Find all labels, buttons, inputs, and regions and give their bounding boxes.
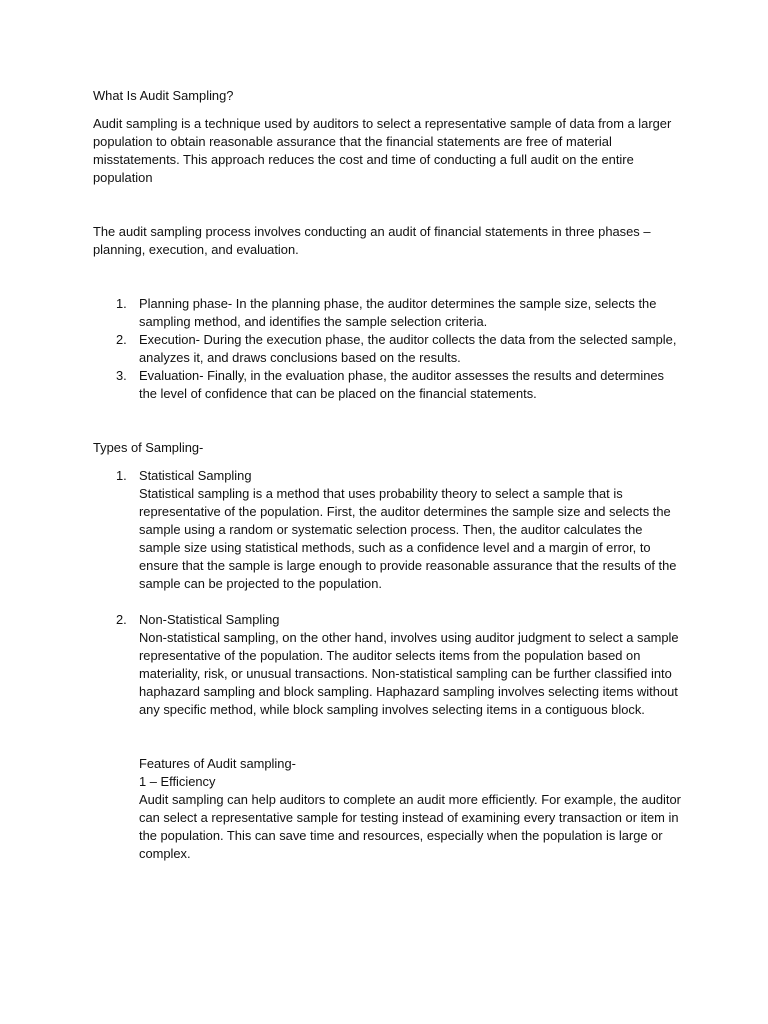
list-item	[93, 331, 683, 367]
types-heading: Types of Sampling-	[93, 440, 204, 455]
phases-list	[93, 295, 683, 403]
list-number: 2.	[116, 332, 127, 347]
features-subheading: 1 – Efficiency	[139, 774, 216, 789]
features-section	[93, 755, 683, 863]
phase-text: Evaluation- Finally, in the evaluation phase, the auditor assesses the results and determines the level of confidence that can be placed on the financial statements.	[139, 368, 664, 401]
types-list	[93, 467, 683, 719]
document-title: What Is Audit Sampling?	[93, 88, 234, 103]
type-title: Statistical Sampling	[139, 468, 252, 483]
features-heading: Features of Audit sampling-	[139, 756, 296, 771]
list-number: 1.	[116, 296, 127, 311]
list-number: 3.	[116, 368, 127, 383]
list-number: 2.	[116, 612, 127, 627]
list-item	[93, 367, 683, 403]
list-item	[93, 611, 683, 719]
phase-text: Execution- During the execution phase, the auditor collects the data from the selected sample, analyzes it, and draws conclusions based on the results.	[139, 332, 677, 365]
features-text: Audit sampling can help auditors to complete an audit more efficiently. For example, the auditor can select a representative sample for testing instead of examining every transaction or item in the population. This can save time and resources, especially when the population is large or complex.	[139, 792, 681, 861]
type-title: Non-Statistical Sampling	[139, 612, 280, 627]
phase-text: Planning phase- In the planning phase, the auditor determines the sample size, selects the sampling method, and identifies the sample selection criteria.	[139, 296, 657, 329]
intro-paragraph: Audit sampling is a technique used by auditors to select a representative sample of data from a larger population to obtain reasonable assurance that the financial statements are free of material misstatements. This approach reduces the cost and time of conducting a full audit on the entire population	[93, 116, 672, 185]
document-page	[93, 87, 683, 863]
list-number: 1.	[116, 468, 127, 483]
list-item	[93, 295, 683, 331]
type-description: Statistical sampling is a method that uses probability theory to select a sample that is representative of the population. First, the auditor determines the sample size and selects the sample using a random or systematic selection process. Then, the auditor calculates the sample size using statistical methods, such as a confidence level and a margin of error, to ensure that the sample is large enough to provide reasonable assurance that the results of the sample can be projected to the population.	[139, 486, 677, 591]
list-item	[93, 467, 683, 593]
type-description: Non-statistical sampling, on the other hand, involves using auditor judgment to select a sample representative of the population. The auditor selects items from the population based on materiality, risk, or unusual transactions. Non-statistical sampling can be further classified into haphazard sampling and block sampling. Haphazard sampling involves selecting items without any specific method, while block sampling involves selecting items in a contiguous block.	[139, 630, 679, 717]
process-paragraph: The audit sampling process involves conducting an audit of financial statements in three phases – planning, execution, and evaluation.	[93, 224, 651, 257]
